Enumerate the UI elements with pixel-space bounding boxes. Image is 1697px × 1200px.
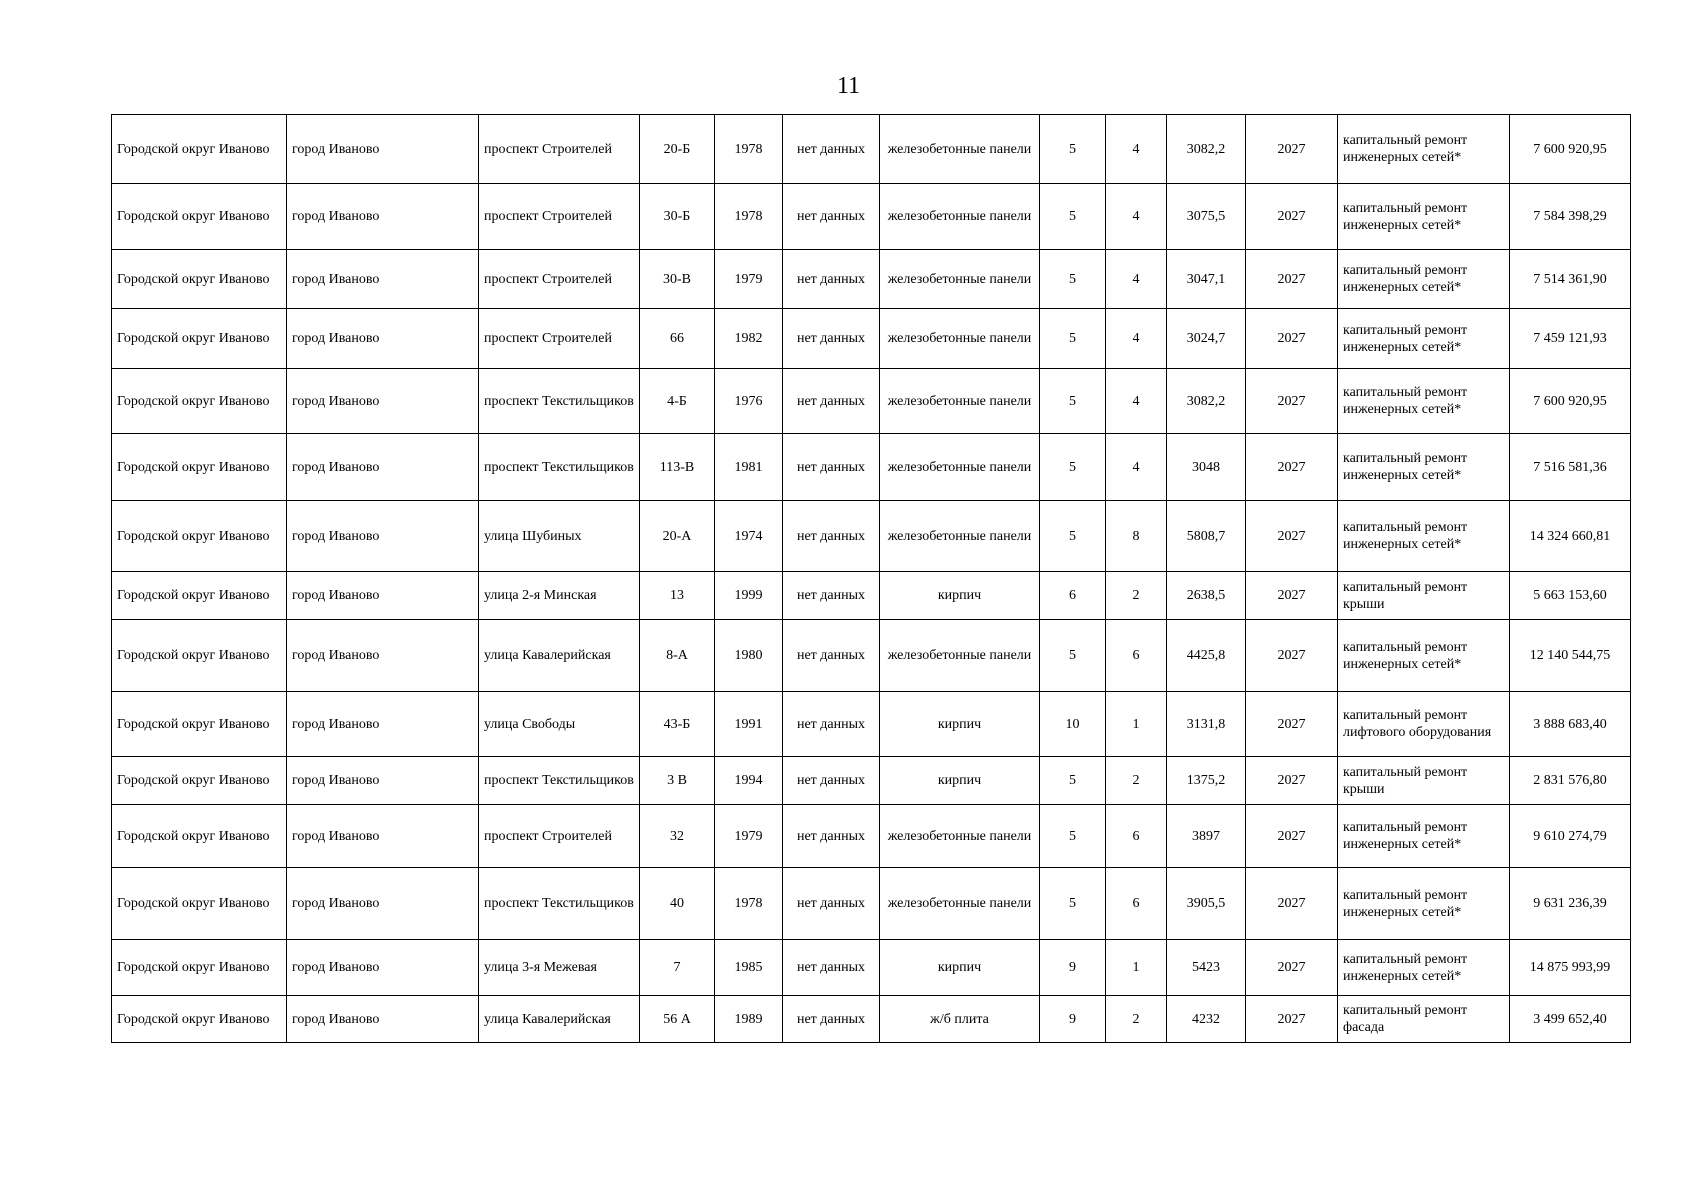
cell-municipality: Городской округ Иваново (112, 369, 287, 434)
table-body (112, 115, 1631, 1043)
cell-commissioning: нет данных (783, 434, 880, 501)
cell-entrances: 6 (1106, 620, 1167, 692)
cell-street: улица Кавалерийская (479, 620, 640, 692)
cell-floors: 5 (1040, 250, 1106, 309)
cell-year: 2027 (1246, 434, 1338, 501)
cell-street: улица Свободы (479, 692, 640, 757)
cell-wall-material: железобетонные панели (880, 620, 1040, 692)
cell-commissioning: нет данных (783, 250, 880, 309)
cell-cost: 7 600 920,95 (1510, 115, 1631, 184)
cell-municipality: Городской округ Иваново (112, 434, 287, 501)
cell-municipality: Городской округ Иваново (112, 868, 287, 940)
cell-wall-material: железобетонные панели (880, 868, 1040, 940)
cell-year: 2027 (1246, 501, 1338, 572)
cell-work-type: капитальный ремонт инженерных сетей* (1338, 184, 1510, 250)
table-row (112, 369, 1631, 434)
cell-municipality: Городской округ Иваново (112, 184, 287, 250)
cell-work-type: капитальный ремонт инженерных сетей* (1338, 620, 1510, 692)
cell-commissioning: нет данных (783, 692, 880, 757)
table-row (112, 184, 1631, 250)
cell-cost: 3 888 683,40 (1510, 692, 1631, 757)
cell-municipality: Городской округ Иваново (112, 501, 287, 572)
cell-street: проспект Строителей (479, 250, 640, 309)
cell-settlement: город Иваново (287, 434, 479, 501)
cell-build-year: 1985 (715, 940, 783, 996)
cell-commissioning: нет данных (783, 868, 880, 940)
cell-floors: 5 (1040, 620, 1106, 692)
cell-build-year: 1999 (715, 572, 783, 620)
cell-wall-material: железобетонные панели (880, 250, 1040, 309)
cell-house-number: 30-Б (640, 184, 715, 250)
cell-entrances: 2 (1106, 996, 1167, 1043)
cell-house-number: 40 (640, 868, 715, 940)
cell-entrances: 2 (1106, 572, 1167, 620)
cell-municipality: Городской округ Иваново (112, 805, 287, 868)
table-row (112, 805, 1631, 868)
cell-floors: 6 (1040, 572, 1106, 620)
buildings-table (111, 114, 1631, 1043)
cell-floors: 5 (1040, 805, 1106, 868)
cell-wall-material: кирпич (880, 692, 1040, 757)
cell-cost: 12 140 544,75 (1510, 620, 1631, 692)
cell-cost: 9 631 236,39 (1510, 868, 1631, 940)
cell-municipality: Городской округ Иваново (112, 940, 287, 996)
cell-commissioning: нет данных (783, 501, 880, 572)
cell-floors: 9 (1040, 996, 1106, 1043)
cell-build-year: 1980 (715, 620, 783, 692)
cell-year: 2027 (1246, 868, 1338, 940)
cell-area: 1375,2 (1167, 757, 1246, 805)
cell-house-number: 30-В (640, 250, 715, 309)
cell-floors: 10 (1040, 692, 1106, 757)
cell-area: 4232 (1167, 996, 1246, 1043)
cell-settlement: город Иваново (287, 620, 479, 692)
cell-house-number: 66 (640, 309, 715, 369)
cell-work-type: капитальный ремонт лифтового оборудования (1338, 692, 1510, 757)
cell-settlement: город Иваново (287, 692, 479, 757)
cell-street: проспект Текстильщиков (479, 868, 640, 940)
cell-street: проспект Строителей (479, 115, 640, 184)
cell-cost: 3 499 652,40 (1510, 996, 1631, 1043)
cell-year: 2027 (1246, 184, 1338, 250)
cell-commissioning: нет данных (783, 115, 880, 184)
cell-area: 3024,7 (1167, 309, 1246, 369)
cell-floors: 5 (1040, 434, 1106, 501)
cell-wall-material: железобетонные панели (880, 309, 1040, 369)
cell-entrances: 4 (1106, 369, 1167, 434)
cell-settlement: город Иваново (287, 115, 479, 184)
cell-municipality: Городской округ Иваново (112, 309, 287, 369)
cell-settlement: город Иваново (287, 572, 479, 620)
table-row (112, 868, 1631, 940)
cell-work-type: капитальный ремонт инженерных сетей* (1338, 868, 1510, 940)
cell-year: 2027 (1246, 805, 1338, 868)
cell-cost: 9 610 274,79 (1510, 805, 1631, 868)
cell-street: проспект Текстильщиков (479, 757, 640, 805)
cell-work-type: капитальный ремонт фасада (1338, 996, 1510, 1043)
cell-house-number: 56 А (640, 996, 715, 1043)
cell-entrances: 4 (1106, 184, 1167, 250)
cell-work-type: капитальный ремонт крыши (1338, 757, 1510, 805)
cell-area: 2638,5 (1167, 572, 1246, 620)
cell-commissioning: нет данных (783, 572, 880, 620)
cell-house-number: 13 (640, 572, 715, 620)
cell-floors: 5 (1040, 868, 1106, 940)
table-row (112, 996, 1631, 1043)
cell-build-year: 1978 (715, 184, 783, 250)
cell-work-type: капитальный ремонт инженерных сетей* (1338, 115, 1510, 184)
cell-settlement: город Иваново (287, 369, 479, 434)
cell-year: 2027 (1246, 309, 1338, 369)
cell-house-number: 3 В (640, 757, 715, 805)
cell-house-number: 4-Б (640, 369, 715, 434)
cell-settlement: город Иваново (287, 996, 479, 1043)
cell-entrances: 8 (1106, 501, 1167, 572)
cell-build-year: 1981 (715, 434, 783, 501)
cell-street: улица Шубиных (479, 501, 640, 572)
cell-work-type: капитальный ремонт инженерных сетей* (1338, 369, 1510, 434)
cell-commissioning: нет данных (783, 757, 880, 805)
cell-street: проспект Строителей (479, 184, 640, 250)
cell-wall-material: железобетонные панели (880, 184, 1040, 250)
cell-build-year: 1974 (715, 501, 783, 572)
cell-build-year: 1994 (715, 757, 783, 805)
cell-work-type: капитальный ремонт инженерных сетей* (1338, 501, 1510, 572)
cell-cost: 7 516 581,36 (1510, 434, 1631, 501)
cell-area: 3082,2 (1167, 369, 1246, 434)
cell-year: 2027 (1246, 620, 1338, 692)
cell-cost: 7 600 920,95 (1510, 369, 1631, 434)
cell-street: проспект Строителей (479, 805, 640, 868)
cell-year: 2027 (1246, 250, 1338, 309)
cell-cost: 14 324 660,81 (1510, 501, 1631, 572)
cell-wall-material: кирпич (880, 940, 1040, 996)
cell-street: улица 3-я Межевая (479, 940, 640, 996)
cell-area: 3131,8 (1167, 692, 1246, 757)
cell-work-type: капитальный ремонт инженерных сетей* (1338, 250, 1510, 309)
cell-floors: 5 (1040, 184, 1106, 250)
cell-commissioning: нет данных (783, 620, 880, 692)
cell-area: 3075,5 (1167, 184, 1246, 250)
table-row (112, 250, 1631, 309)
cell-build-year: 1976 (715, 369, 783, 434)
cell-municipality: Городской округ Иваново (112, 620, 287, 692)
cell-wall-material: железобетонные панели (880, 434, 1040, 501)
cell-work-type: капитальный ремонт инженерных сетей* (1338, 309, 1510, 369)
cell-house-number: 7 (640, 940, 715, 996)
cell-entrances: 4 (1106, 434, 1167, 501)
cell-wall-material: кирпич (880, 572, 1040, 620)
cell-floors: 5 (1040, 501, 1106, 572)
cell-build-year: 1979 (715, 250, 783, 309)
cell-settlement: город Иваново (287, 184, 479, 250)
table-row (112, 940, 1631, 996)
cell-wall-material: кирпич (880, 757, 1040, 805)
page-number: 11 (836, 73, 861, 99)
cell-cost: 7 459 121,93 (1510, 309, 1631, 369)
cell-cost: 2 831 576,80 (1510, 757, 1631, 805)
cell-municipality: Городской округ Иваново (112, 572, 287, 620)
cell-build-year: 1978 (715, 868, 783, 940)
cell-floors: 5 (1040, 309, 1106, 369)
cell-wall-material: железобетонные панели (880, 805, 1040, 868)
cell-street: улица 2-я Минская (479, 572, 640, 620)
cell-house-number: 113-В (640, 434, 715, 501)
cell-entrances: 4 (1106, 250, 1167, 309)
cell-municipality: Городской округ Иваново (112, 757, 287, 805)
cell-municipality: Городской округ Иваново (112, 115, 287, 184)
table-row (112, 309, 1631, 369)
cell-area: 4425,8 (1167, 620, 1246, 692)
table-row (112, 757, 1631, 805)
cell-wall-material: железобетонные панели (880, 115, 1040, 184)
cell-settlement: город Иваново (287, 250, 479, 309)
cell-cost: 7 514 361,90 (1510, 250, 1631, 309)
cell-wall-material: ж/б плита (880, 996, 1040, 1043)
table-row (112, 620, 1631, 692)
cell-year: 2027 (1246, 115, 1338, 184)
cell-work-type: капитальный ремонт инженерных сетей* (1338, 434, 1510, 501)
cell-municipality: Городской округ Иваново (112, 250, 287, 309)
cell-municipality: Городской округ Иваново (112, 692, 287, 757)
cell-entrances: 4 (1106, 309, 1167, 369)
cell-wall-material: железобетонные панели (880, 501, 1040, 572)
cell-house-number: 32 (640, 805, 715, 868)
cell-entrances: 6 (1106, 805, 1167, 868)
cell-area: 3082,2 (1167, 115, 1246, 184)
cell-municipality: Городской округ Иваново (112, 996, 287, 1043)
cell-build-year: 1991 (715, 692, 783, 757)
table-row (112, 501, 1631, 572)
cell-settlement: город Иваново (287, 940, 479, 996)
cell-year: 2027 (1246, 757, 1338, 805)
cell-work-type: капитальный ремонт крыши (1338, 572, 1510, 620)
cell-wall-material: железобетонные панели (880, 369, 1040, 434)
cell-entrances: 6 (1106, 868, 1167, 940)
table-row (112, 572, 1631, 620)
cell-area: 5808,7 (1167, 501, 1246, 572)
cell-cost: 14 875 993,99 (1510, 940, 1631, 996)
cell-house-number: 20-Б (640, 115, 715, 184)
cell-house-number: 8-А (640, 620, 715, 692)
cell-year: 2027 (1246, 940, 1338, 996)
cell-settlement: город Иваново (287, 868, 479, 940)
table-row (112, 115, 1631, 184)
cell-commissioning: нет данных (783, 996, 880, 1043)
cell-street: проспект Текстильщиков (479, 369, 640, 434)
cell-work-type: капитальный ремонт инженерных сетей* (1338, 940, 1510, 996)
cell-street: проспект Текстильщиков (479, 434, 640, 501)
cell-build-year: 1982 (715, 309, 783, 369)
cell-floors: 5 (1040, 757, 1106, 805)
cell-year: 2027 (1246, 369, 1338, 434)
cell-commissioning: нет данных (783, 369, 880, 434)
cell-entrances: 4 (1106, 115, 1167, 184)
cell-entrances: 2 (1106, 757, 1167, 805)
cell-floors: 5 (1040, 369, 1106, 434)
cell-house-number: 43-Б (640, 692, 715, 757)
cell-year: 2027 (1246, 996, 1338, 1043)
cell-commissioning: нет данных (783, 940, 880, 996)
cell-floors: 9 (1040, 940, 1106, 996)
cell-area: 5423 (1167, 940, 1246, 996)
cell-cost: 5 663 153,60 (1510, 572, 1631, 620)
cell-build-year: 1978 (715, 115, 783, 184)
cell-area: 3048 (1167, 434, 1246, 501)
cell-area: 3897 (1167, 805, 1246, 868)
cell-street: проспект Строителей (479, 309, 640, 369)
cell-settlement: город Иваново (287, 805, 479, 868)
cell-commissioning: нет данных (783, 309, 880, 369)
cell-year: 2027 (1246, 692, 1338, 757)
cell-street: улица Кавалерийская (479, 996, 640, 1043)
cell-area: 3905,5 (1167, 868, 1246, 940)
cell-build-year: 1979 (715, 805, 783, 868)
table-row (112, 692, 1631, 757)
cell-build-year: 1989 (715, 996, 783, 1043)
cell-house-number: 20-А (640, 501, 715, 572)
cell-cost: 7 584 398,29 (1510, 184, 1631, 250)
cell-commissioning: нет данных (783, 805, 880, 868)
table-row (112, 434, 1631, 501)
cell-settlement: город Иваново (287, 757, 479, 805)
cell-area: 3047,1 (1167, 250, 1246, 309)
cell-settlement: город Иваново (287, 309, 479, 369)
cell-entrances: 1 (1106, 940, 1167, 996)
cell-year: 2027 (1246, 572, 1338, 620)
cell-entrances: 1 (1106, 692, 1167, 757)
cell-commissioning: нет данных (783, 184, 880, 250)
cell-work-type: капитальный ремонт инженерных сетей* (1338, 805, 1510, 868)
cell-floors: 5 (1040, 115, 1106, 184)
cell-settlement: город Иваново (287, 501, 479, 572)
